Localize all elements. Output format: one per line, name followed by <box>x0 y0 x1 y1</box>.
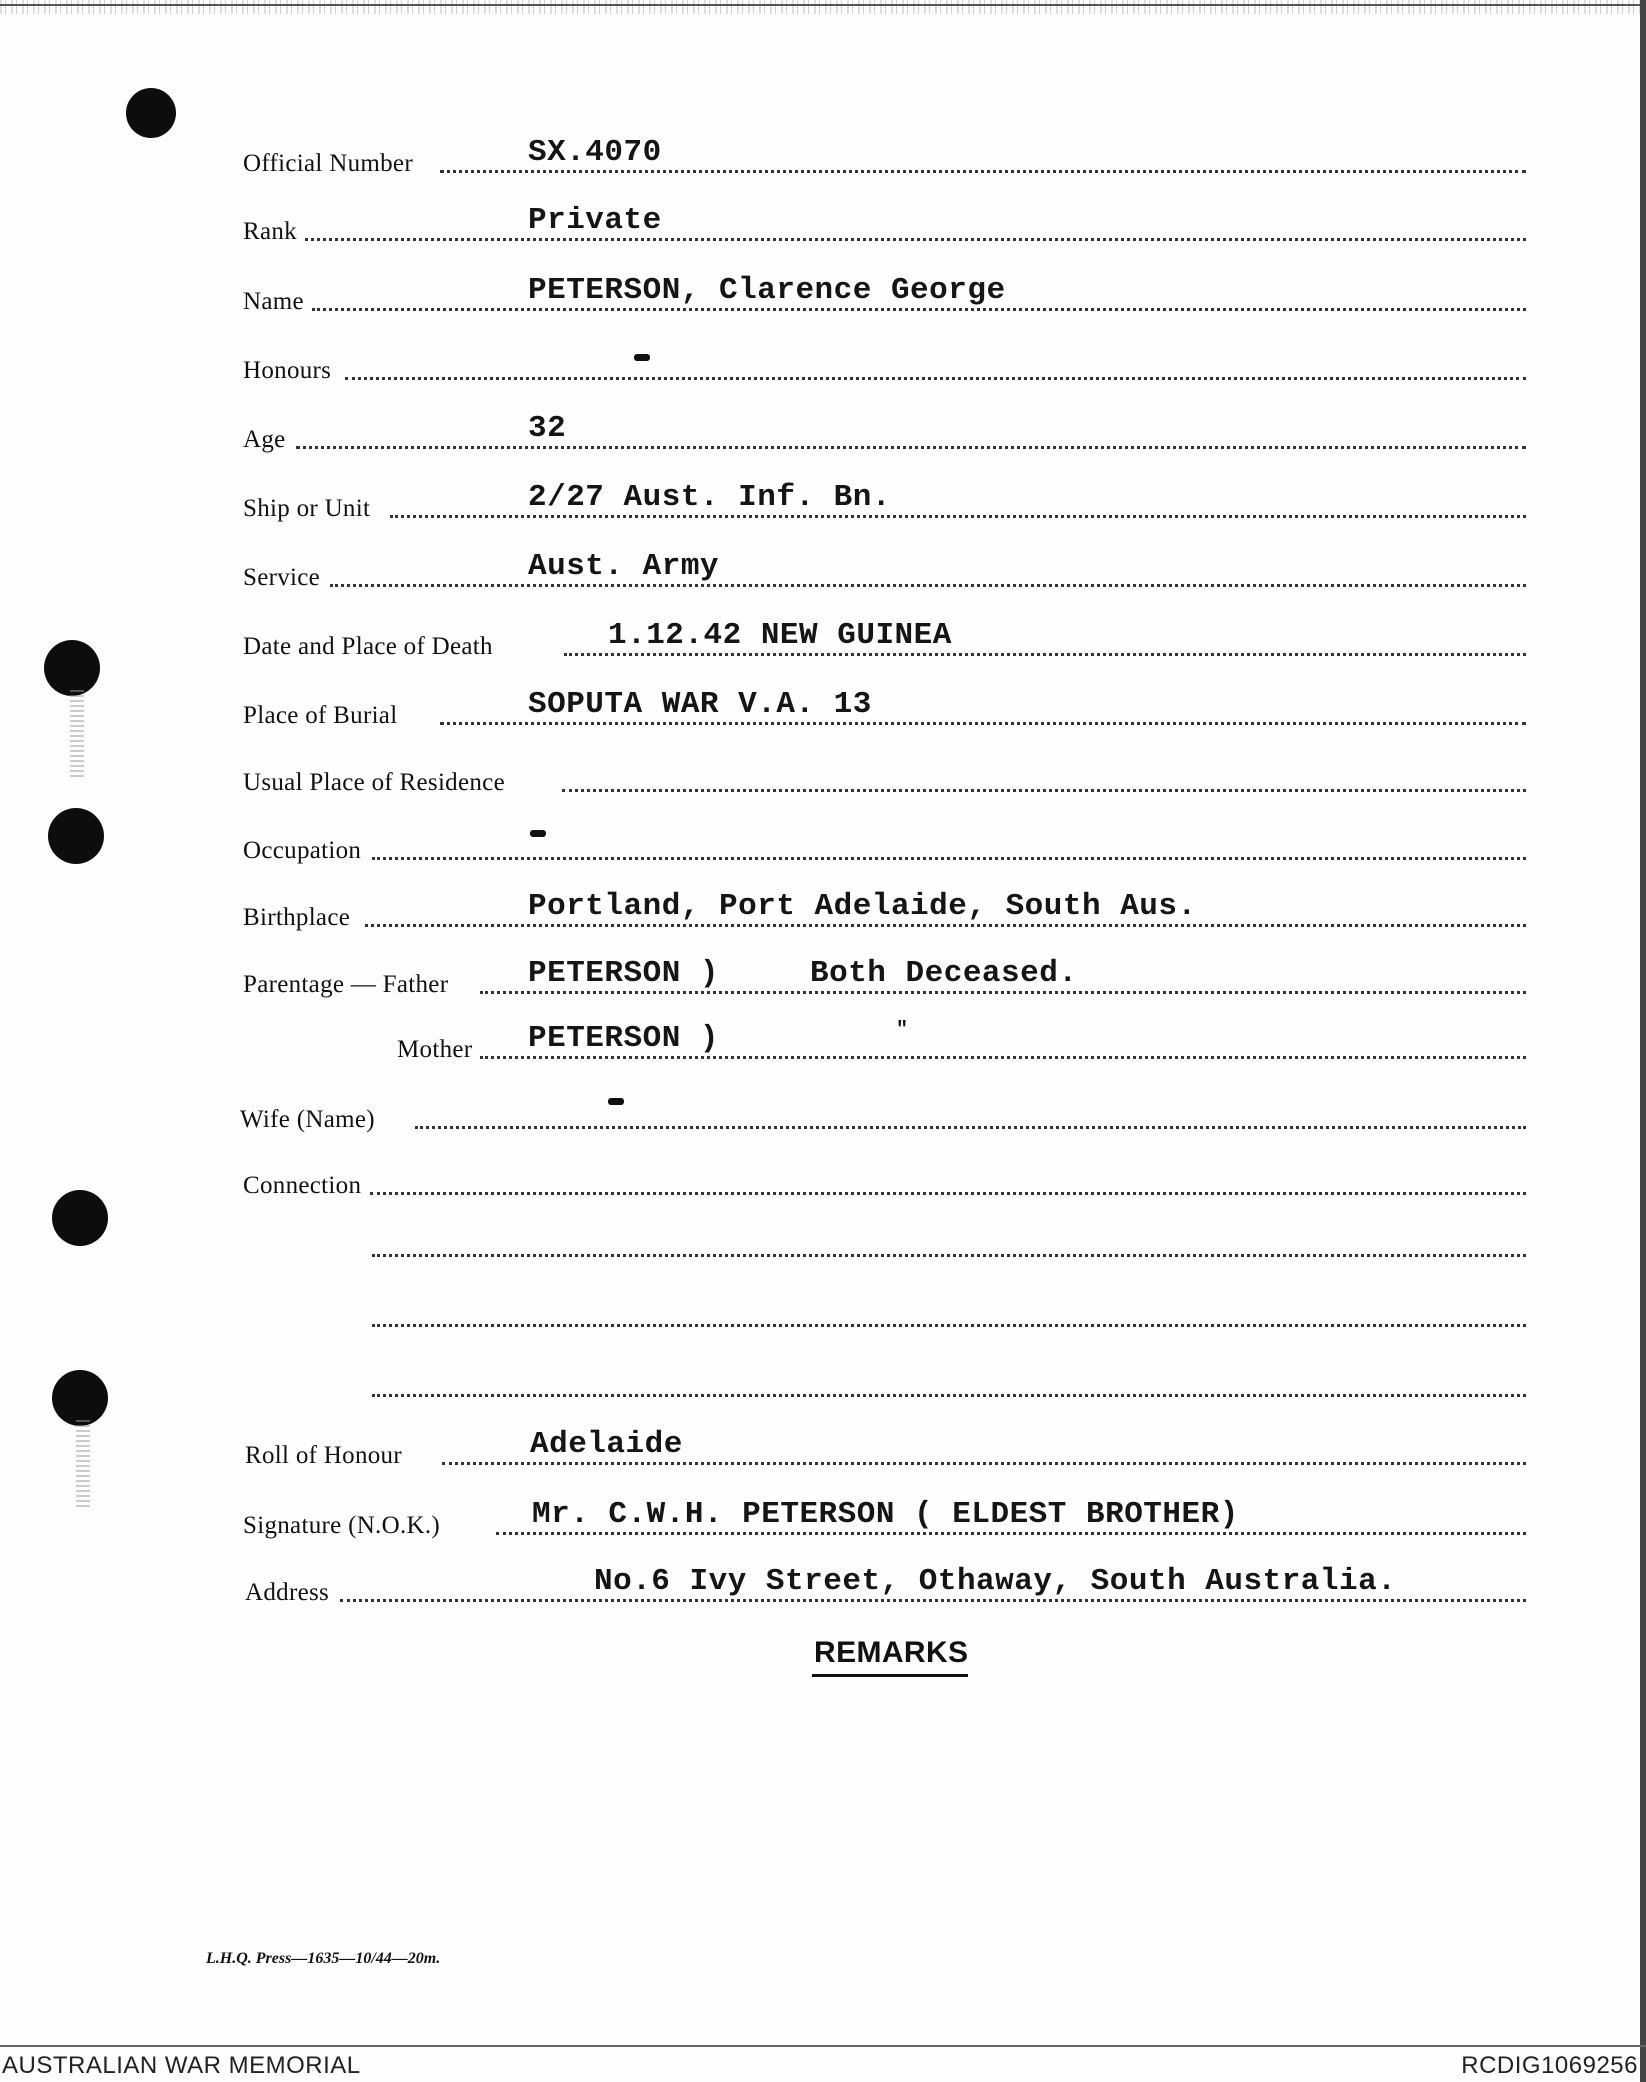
field-label: Signature (N.O.K.) <box>243 1512 441 1539</box>
field-age <box>0 411 1526 454</box>
field-wife <box>0 1094 1526 1134</box>
field-value: Mr. C.W.H. PETERSON ( ELDEST BROTHER) <box>532 1497 1239 1532</box>
field-label: Parentage — Father <box>243 971 449 998</box>
field-name <box>0 273 1526 316</box>
field-value: Aust. Army <box>528 549 720 584</box>
dotted-line <box>440 722 1526 725</box>
field-birthplace <box>0 889 1526 932</box>
field-label: Rank <box>243 218 297 245</box>
scan-top-edge <box>0 4 1646 6</box>
ditto-mark: " <box>896 1019 909 1042</box>
field-date-place-death <box>0 618 1526 661</box>
dotted-line <box>480 1056 1526 1059</box>
field-label: Connection <box>243 1172 362 1199</box>
field-label: Birthplace <box>243 904 351 931</box>
field-father <box>0 956 1526 999</box>
dotted-line <box>340 1599 1526 1602</box>
field-value: Private <box>528 203 662 238</box>
field-value: PETERSON, Clarence George <box>528 273 1006 308</box>
dotted-line <box>312 308 1526 311</box>
field-label: Date and Place of Death <box>243 633 493 660</box>
field-rank <box>0 203 1526 246</box>
field-note: Both Deceased. <box>810 956 1078 991</box>
field-label: Wife (Name) <box>240 1106 375 1133</box>
field-label: Age <box>243 426 286 453</box>
remarks-heading: REMARKS <box>814 1636 969 1669</box>
punch-hole <box>52 1370 108 1426</box>
dotted-line <box>330 584 1526 587</box>
field-label: Ship or Unit <box>243 495 371 522</box>
field-signature-nok <box>0 1497 1526 1540</box>
field-label: Address <box>245 1579 330 1606</box>
field-value: 1.12.42 NEW GUINEA <box>608 618 952 653</box>
dotted-line <box>480 991 1526 994</box>
dotted-line <box>562 789 1526 792</box>
field-label: Roll of Honour <box>245 1442 402 1469</box>
field-value: 2/27 Aust. Inf. Bn. <box>528 480 891 515</box>
dotted-line <box>390 515 1526 518</box>
field-mother <box>0 1019 1526 1064</box>
field-label: Occupation <box>243 837 362 864</box>
field-roll-of-honour <box>0 1427 1526 1470</box>
field-label: Honours <box>243 357 332 384</box>
dotted-line <box>370 1192 1526 1195</box>
dotted-line <box>296 446 1526 449</box>
connection-blank-line <box>372 1394 1526 1397</box>
connection-blank-line <box>372 1254 1526 1257</box>
field-value: PETERSON ) <box>528 1021 720 1056</box>
field-label: Official Number <box>243 150 413 177</box>
field-usual-residence <box>0 757 1526 797</box>
scan-bottom-edge <box>0 2045 1646 2047</box>
connection-blank-line <box>372 1324 1526 1327</box>
field-label: Name <box>243 288 304 315</box>
catalogue-id: RCDIG1069256 <box>1461 2052 1638 2079</box>
field-occupation <box>0 825 1526 865</box>
field-label: Usual Place of Residence <box>243 769 505 796</box>
field-service <box>0 549 1526 592</box>
dotted-line <box>442 1462 1526 1465</box>
field-value: No.6 Ivy Street, Othaway, South Australia. <box>594 1564 1397 1599</box>
field-place-burial <box>0 687 1526 730</box>
field-value: 32 <box>528 411 567 446</box>
field-value: Portland, Port Adelaide, South Aus. <box>528 889 1197 924</box>
dash-mark <box>608 1098 624 1105</box>
dotted-line <box>496 1532 1526 1535</box>
field-honours <box>0 345 1526 385</box>
dash-mark <box>634 354 650 361</box>
dotted-line <box>440 170 1526 173</box>
field-label: Place of Burial <box>243 702 398 729</box>
field-value: SOPUTA WAR V.A. 13 <box>528 687 872 722</box>
field-official-number <box>0 135 1526 178</box>
field-connection <box>0 1160 1526 1200</box>
dotted-line <box>345 377 1526 380</box>
field-ship-or-unit <box>0 480 1526 523</box>
dotted-line <box>305 238 1526 241</box>
dotted-line <box>564 653 1526 656</box>
press-mark: L.H.Q. Press—1635—10/44—20m. <box>206 1950 441 1967</box>
field-value: Adelaide <box>530 1427 683 1462</box>
institution-label: AUSTRALIAN WAR MEMORIAL <box>2 2052 361 2079</box>
punch-hole <box>126 88 176 138</box>
field-label: Service <box>243 564 321 591</box>
scan-right-edge <box>1640 0 1646 2082</box>
field-label: Mother <box>397 1036 473 1063</box>
dotted-line <box>372 857 1526 860</box>
scan-top-noise <box>0 0 1646 14</box>
field-address <box>0 1564 1526 1607</box>
dash-mark <box>530 830 546 837</box>
field-value: PETERSON ) <box>528 956 720 991</box>
dotted-line <box>415 1126 1526 1129</box>
dotted-line <box>365 924 1526 927</box>
remarks-underline <box>812 1674 968 1677</box>
field-value: SX.4070 <box>528 135 662 170</box>
